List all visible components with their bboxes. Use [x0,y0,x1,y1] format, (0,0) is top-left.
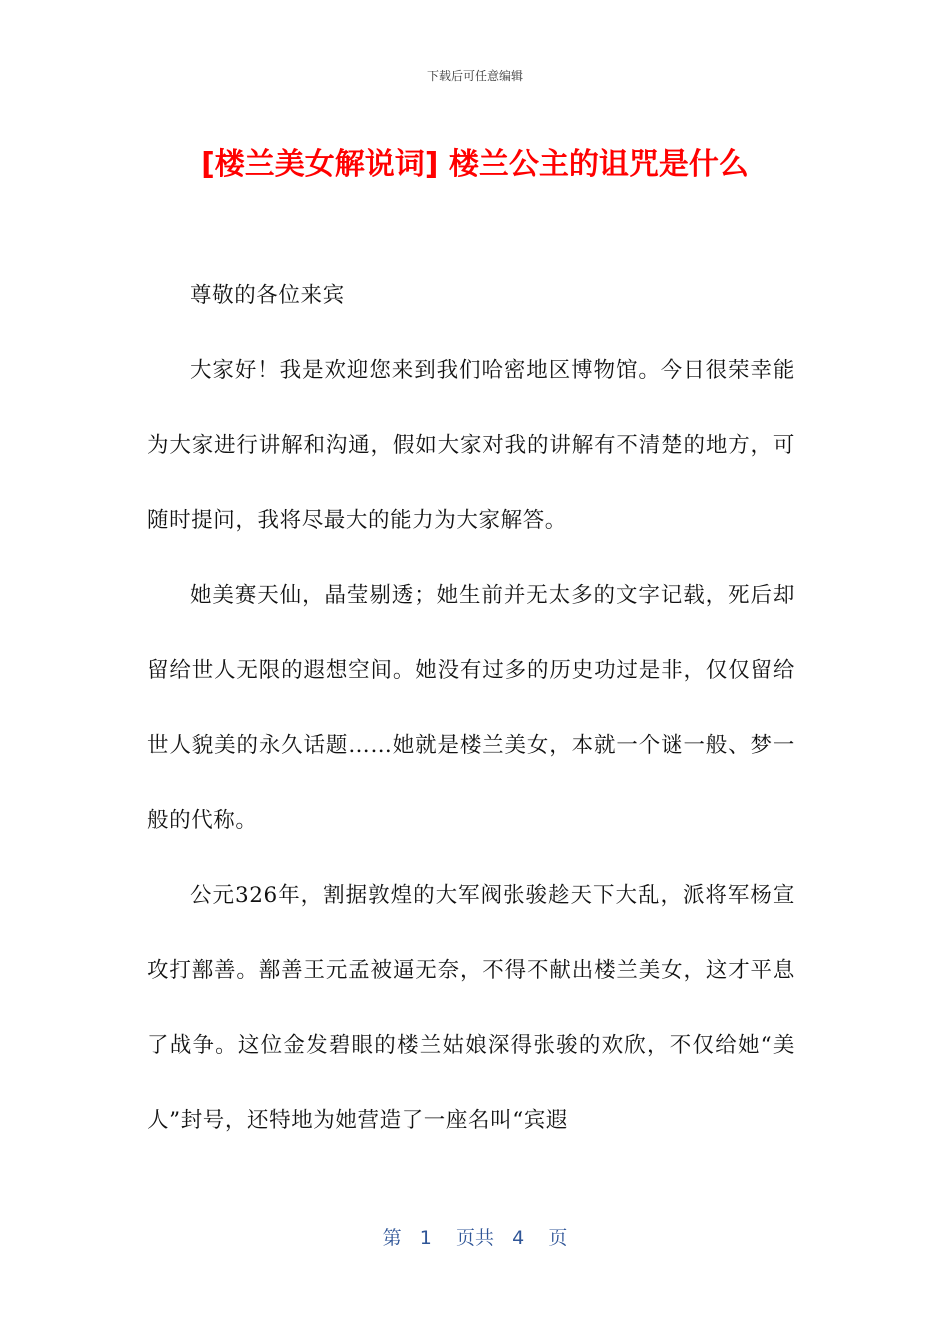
paragraph-history: 公元326年，割据敦煌的大军阀张骏趁天下大乱，派将军杨宣攻打鄯善。鄯善王元孟被逼无奈，不得不献出楼兰美女，这才平息了战争。这位金发碧眼的楼兰姑娘深得张骏的欢欣，不仅给她“美人”封号，还特地为她营造了一座名叫“宾遐 [147,883,795,1133]
document-body [147,258,795,1158]
footer-middle: 页共 [455,1227,494,1249]
footer-total-pages: 4 [512,1227,525,1249]
footer-prefix: 第 [382,1227,402,1249]
page-header-note: 下载后可任意编辑 [426,69,523,83]
paragraph-greeting: 尊敬的各位来宾 [190,283,345,308]
page-footer [0,1224,950,1252]
footer-current-page: 1 [419,1227,432,1249]
paragraph-welcome: 大家好！我是欢迎您来到我们哈密地区博物馆。今日很荣幸能为大家进行讲解和沟通，假如大家对我的讲解有不清楚的地方，可随时提问，我将尽最大的能力为大家解答。 [147,358,795,533]
paragraph-beauty: 她美赛天仙，晶莹剔透；她生前并无太多的文字记载，死后却留给世人无限的遐想空间。她没有过多的历史功过是非，仅仅留给世人貌美的永久话题……她就是楼兰美女，本就一个谜一般、梦一般的代称。 [147,583,795,833]
document-title: [楼兰美女解说词] 楼兰公主的诅咒是什么 [201,147,749,182]
footer-suffix: 页 [548,1227,568,1249]
